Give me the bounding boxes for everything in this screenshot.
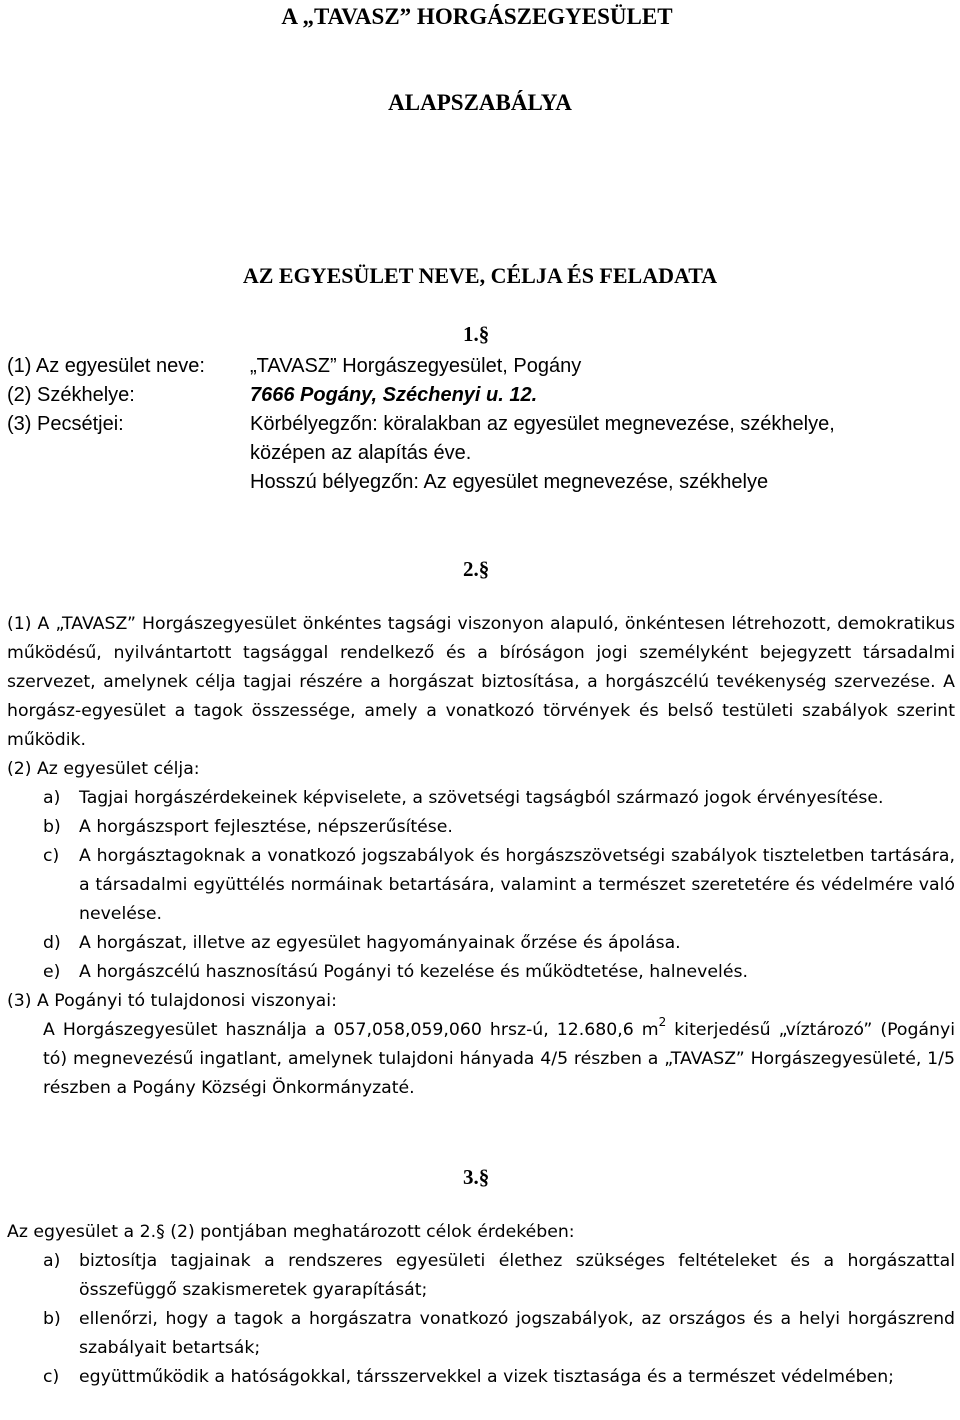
list-marker: a) [43,788,61,808]
list-item [43,1247,955,1305]
list-text: biztosítja tagjainak a rendszeres egyesületi élethez szükséges feltételeket és a horgászattal összefüggő szakismeretek gyarapítását; [79,1251,955,1300]
list-text: A horgásztagoknak a vonatkozó jogszabályok és horgászszövetségi szabályok tiszteletben tartására, a társadalmi együttélés normáinak betartására, valamint a természet szeretetére és védelmére való nevelése. [79,846,955,924]
document-title: A „TAVASZ” HORGÁSZEGYESÜLET [281,4,673,29]
sec1-label: (2) Székhelye: [7,384,135,406]
list-marker: c) [43,846,60,866]
sec1-stamp-continuation: középen az alapítás éve. [250,442,472,464]
section-1-sign: 1.§ [463,322,490,346]
sec1-label: (1) Az egyesület neve: [7,355,205,377]
sec1-value: „TAVASZ” Horgászegyesület, Pogány [250,355,582,377]
list-marker: e) [43,962,61,982]
sec2-goal-list [7,784,955,987]
list-text: együttműködik a hatóságokkal, társszervekkel a vizek tisztasága és a természet védelmében; [79,1367,894,1387]
sec1-row-stamps [7,410,947,439]
list-item [43,958,955,987]
list-text: Tagjai horgászérdekeinek képviselete, a szövetségi tagságból származó jogok érvényesítése. [79,788,884,808]
list-text: A horgászat, illetve az egyesület hagyományainak őrzése és ápolása. [79,933,681,953]
list-item [43,1363,955,1392]
sec3-task-list [7,1247,955,1392]
list-marker: a) [43,1251,61,1271]
sec3-intro: Az egyesület a 2.§ (2) pontjában meghatározott célok érdekében: [7,1222,575,1242]
section-2-body [7,610,955,1103]
sec1-long-stamp: Hosszú bélyegzőn: Az egyesület megnevezése, székhelye [250,471,769,493]
sec1-row-seat [7,381,947,410]
list-item [43,929,955,958]
list-item [43,1305,955,1363]
list-text: A horgászcélú hasznosítású Pogányi tó kezelése és működtetése, halnevelés. [79,962,748,982]
section-3-body [7,1218,955,1392]
list-item [43,813,955,842]
sec1-label: (3) Pecsétjei: [7,413,124,435]
sec1-value: 7666 Pogány, Széchenyi u. 12. [250,384,538,406]
sec1-row-name [7,352,947,381]
section-3-sign: 3.§ [463,1165,490,1189]
list-text: ellenőrzi, hogy a tagok a horgászatra vonatkozó jogszabályok, az országos és a helyi horgászrend szabályait betartsák; [79,1309,955,1358]
list-marker: c) [43,1367,60,1387]
section-1-body [7,352,947,497]
sec2-p3-text-a: A Horgászegyesület használja a 057,058,059,060 hrsz-ú, 12.680,6 m [43,1020,659,1040]
sec2-paragraph-3-text [7,1016,955,1103]
list-item [43,842,955,929]
list-text: A horgászsport fejlesztése, népszerűsítése. [79,817,453,837]
sec2-p3-superscript: 2 [658,1015,667,1029]
sec2-paragraph-3-intro: (3) A Pogányi tó tulajdonosi viszonyai: [7,991,337,1011]
sec2-paragraph-1: (1) A „TAVASZ” Horgászegyesület önkéntes tagsági viszonyon alapuló, önkéntesen létrehozott, demokratikus működésű, nyilvántartott tagsággal rendelkező és a bíróságon jogi személyként bejegyzett társadalmi szervezet, amelynek célja tagjai részére a horgászat biztosítása, a horgászcélú tevékenység szervezése. A horgász-egyesület a tagok összessége, amely a vonatkozó törvények és belső testületi szabályok szerint működik. [7,614,955,750]
list-item [43,784,955,813]
list-marker: d) [43,933,61,953]
chapter-heading: AZ EGYESÜLET NEVE, CÉLJA ÉS FELADATA [242,263,718,288]
list-marker: b) [43,1309,61,1329]
document-subtitle: ALAPSZABÁLYA [388,90,572,115]
sec1-value: Körbélyegzőn: köralakban az egyesület megnevezése, székhelye, [250,413,835,435]
sec2-paragraph-2-intro: (2) Az egyesület célja: [7,759,200,779]
section-2-sign: 2.§ [463,557,490,581]
sec2-p3-text-b: kiterjedésű „víztározó” (Pogányi tó) megnevezésű ingatlant, amelynek tulajdoni hányada 4/5 részben a „TAVASZ” Horgászegyesületé, 1/5 részben a Pogány Községi Önkormányzaté. [43,1020,955,1098]
list-marker: b) [43,817,61,837]
